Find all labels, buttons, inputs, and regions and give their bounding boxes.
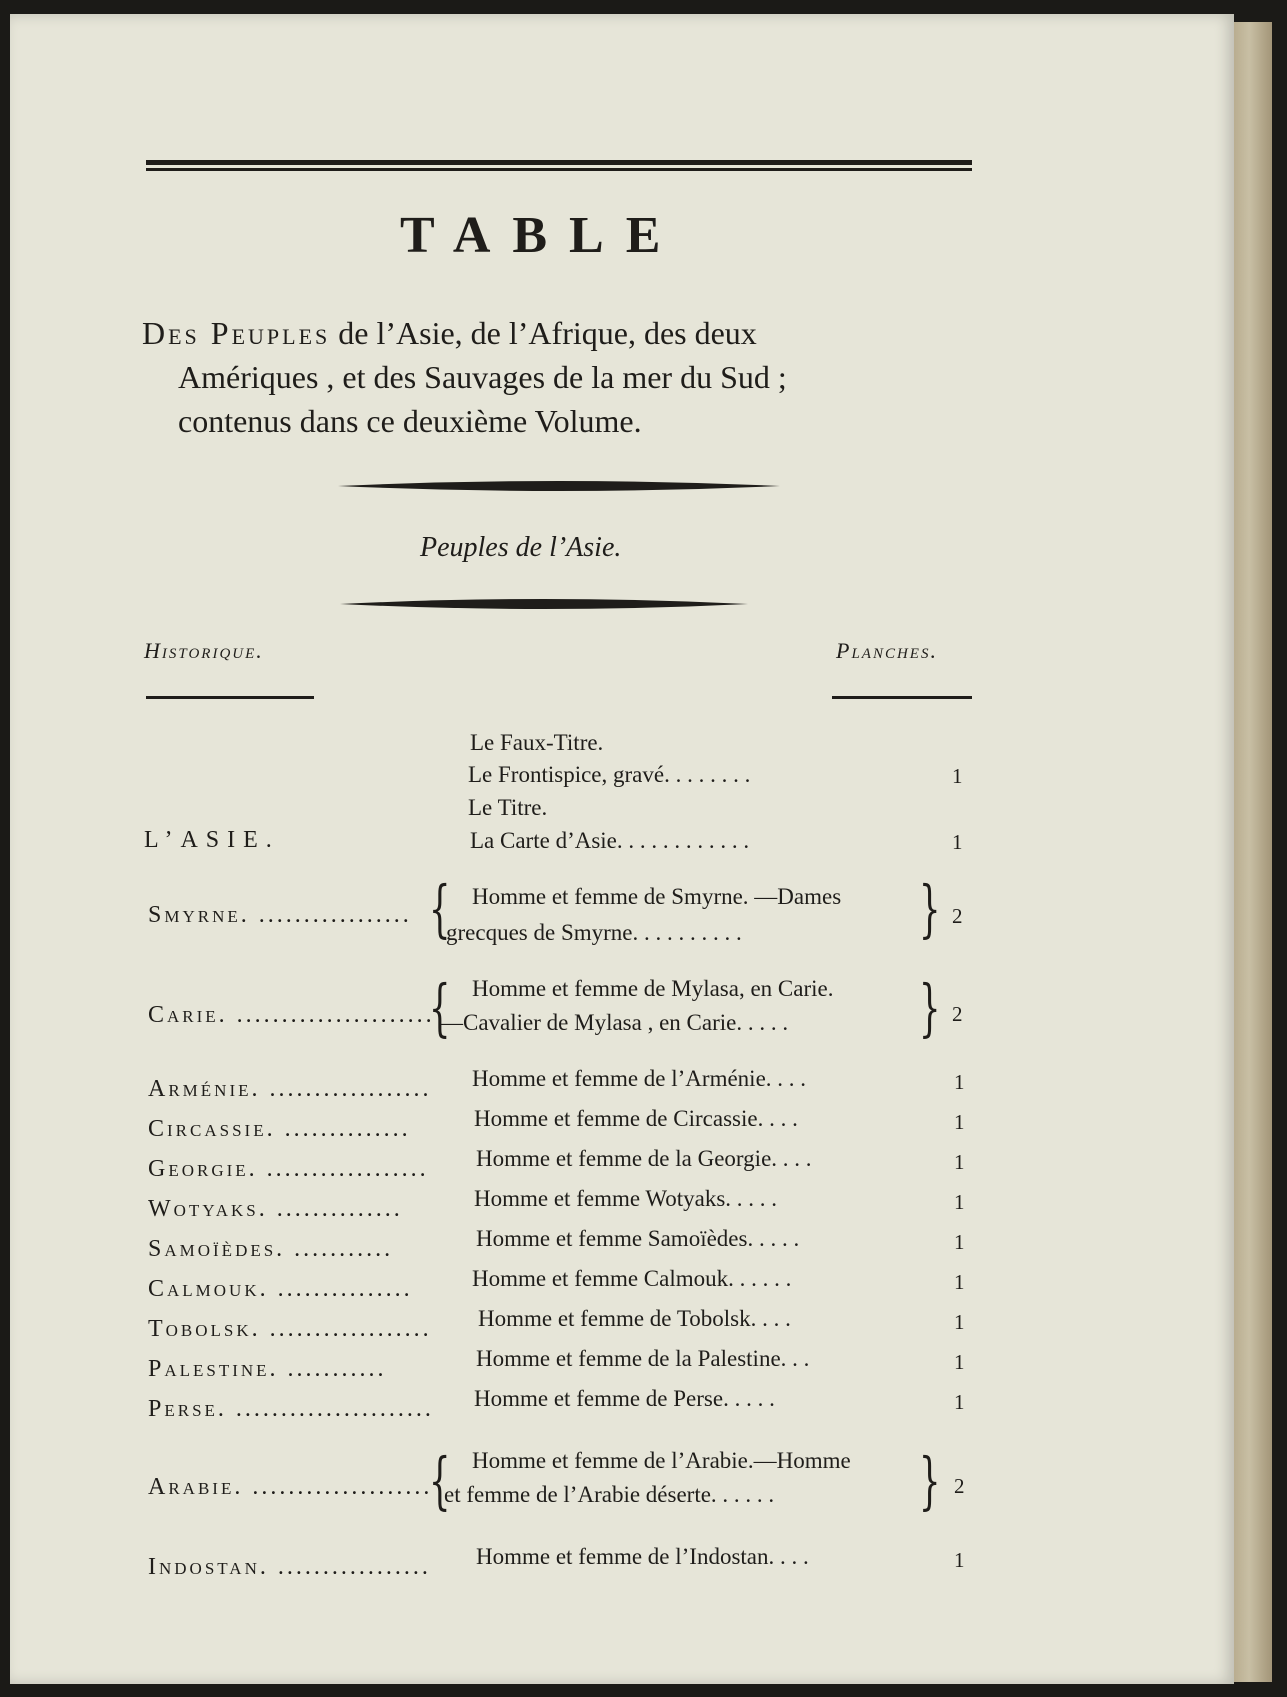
entry-carie-brace-left: { <box>428 971 451 1044</box>
entry-asie-num: 1 <box>952 830 963 854</box>
entry-carie-num: 2 <box>952 1002 963 1026</box>
subtitle-line-2: Amériques , et des Sauvages de la mer du Sud ; <box>178 359 787 395</box>
entry-tobolsk-name: Tobolsk. .................. <box>148 1316 432 1342</box>
section-title: Peuples de l’Asie. <box>420 532 622 563</box>
entry-smyrne-brace-left: { <box>428 872 451 945</box>
entry-wotyaks-num: 1 <box>954 1190 965 1214</box>
subtitle-line-1-rest: de l’Asie, de l’Afrique, des deux <box>330 315 757 351</box>
entry-smyrne-line1: Homme et femme de Smyrne. —Dames <box>472 884 842 909</box>
entry-samoiedes-text: Homme et femme Samoïèdes. . . . . <box>476 1226 800 1251</box>
entry-smyrne-num: 2 <box>952 904 963 928</box>
ornamental-rule-1 <box>338 478 780 494</box>
column-head-planches: Planches. <box>836 638 938 663</box>
entry-asie-text: La Carte d’Asie. . . . . . . . . . . . <box>470 828 750 853</box>
entry-circassie-text: Homme et femme de Circassie. . . . <box>474 1106 798 1131</box>
column-rule-right <box>832 696 972 699</box>
entry-carie-line1: Homme et femme de Mylasa, en Carie. <box>472 976 834 1001</box>
entry-perse-text: Homme et femme de Perse. . . . . <box>474 1386 775 1411</box>
subtitle-line-1 <box>142 312 757 355</box>
entry-samoiedes-name: Samoïèdes. ........... <box>148 1236 394 1262</box>
entry-arabie-num: 2 <box>954 1474 965 1498</box>
entry-circassie-name: Circassie. .............. <box>148 1116 411 1142</box>
front-matter-frontispice: Le Frontispice, gravé. . . . . . . . <box>468 762 751 787</box>
entry-samoiedes-num: 1 <box>954 1230 965 1254</box>
entry-calmouk-name: Calmouk. ............... <box>148 1276 413 1302</box>
entry-tobolsk-text: Homme et femme de Tobolsk. . . . <box>478 1306 791 1331</box>
entry-wotyaks-text: Homme et femme Wotyaks. . . . . <box>474 1186 778 1211</box>
entry-carie-name: Carie. ...................... <box>148 1002 435 1028</box>
entry-armenie-text: Homme et femme de l’Arménie. . . . <box>472 1066 807 1091</box>
ornamental-rule-2 <box>340 596 748 612</box>
page-title: TABLE <box>400 207 683 264</box>
entry-georgie-num: 1 <box>954 1150 965 1174</box>
entry-arabie-brace-right: } <box>918 1444 941 1517</box>
entry-arabie-name: Arabie. .................... <box>148 1474 433 1500</box>
entry-circassie-num: 1 <box>954 1110 965 1134</box>
entry-carie-brace-right: } <box>918 971 941 1044</box>
entry-calmouk-num: 1 <box>954 1270 965 1294</box>
entry-armenie-num: 1 <box>954 1070 965 1094</box>
entry-indostan-name: Indostan. ................. <box>148 1554 431 1580</box>
column-rule-left <box>146 696 314 699</box>
column-head-historique: Historique. <box>144 638 264 663</box>
entry-georgie-text: Homme et femme de la Georgie. . . . <box>476 1146 812 1171</box>
entry-armenie-name: Arménie. .................. <box>148 1076 432 1102</box>
top-double-rule <box>146 160 972 172</box>
entry-wotyaks-name: Wotyaks. .............. <box>148 1196 403 1222</box>
page-edge <box>1234 22 1272 1682</box>
entry-palestine-num: 1 <box>954 1350 965 1374</box>
subtitle-smallcaps: Des Peuples <box>142 315 331 351</box>
entry-indostan-num: 1 <box>954 1548 965 1572</box>
entry-tobolsk-num: 1 <box>954 1310 965 1334</box>
entry-perse-name: Perse. ...................... <box>148 1396 434 1422</box>
entry-smyrne-brace-right: } <box>918 872 941 945</box>
entry-carie-line2: —Cavalier de Mylasa , en Carie. . . . . <box>440 1010 789 1035</box>
entry-palestine-name: Palestine. ........... <box>148 1356 387 1382</box>
entry-asie-name: L’ASIE. <box>144 827 280 853</box>
entry-smyrne-name: Smyrne. ................. <box>148 902 412 928</box>
front-matter-frontispice-num: 1 <box>952 764 963 788</box>
entry-indostan-text: Homme et femme de l’Indostan. . . . <box>476 1544 809 1569</box>
entry-smyrne-line2: grecques de Smyrne. . . . . . . . . . <box>446 920 742 945</box>
entry-arabie-line2: et femme de l’Arabie déserte. . . . . . <box>444 1482 775 1507</box>
front-matter-titre: Le Titre. <box>468 795 548 820</box>
entry-palestine-text: Homme et femme de la Palestine. . . <box>476 1346 810 1371</box>
entry-arabie-line1: Homme et femme de l’Arabie.—Homme <box>472 1448 851 1473</box>
entry-calmouk-text: Homme et femme Calmouk. . . . . . <box>472 1266 792 1291</box>
entry-georgie-name: Georgie. .................. <box>148 1156 429 1182</box>
entry-arabie-brace-left: { <box>428 1444 451 1517</box>
subtitle-line-3: contenus dans ce deuxième Volume. <box>178 403 642 439</box>
front-matter-faux-titre: Le Faux-Titre. <box>470 730 604 755</box>
entry-perse-num: 1 <box>954 1390 965 1414</box>
